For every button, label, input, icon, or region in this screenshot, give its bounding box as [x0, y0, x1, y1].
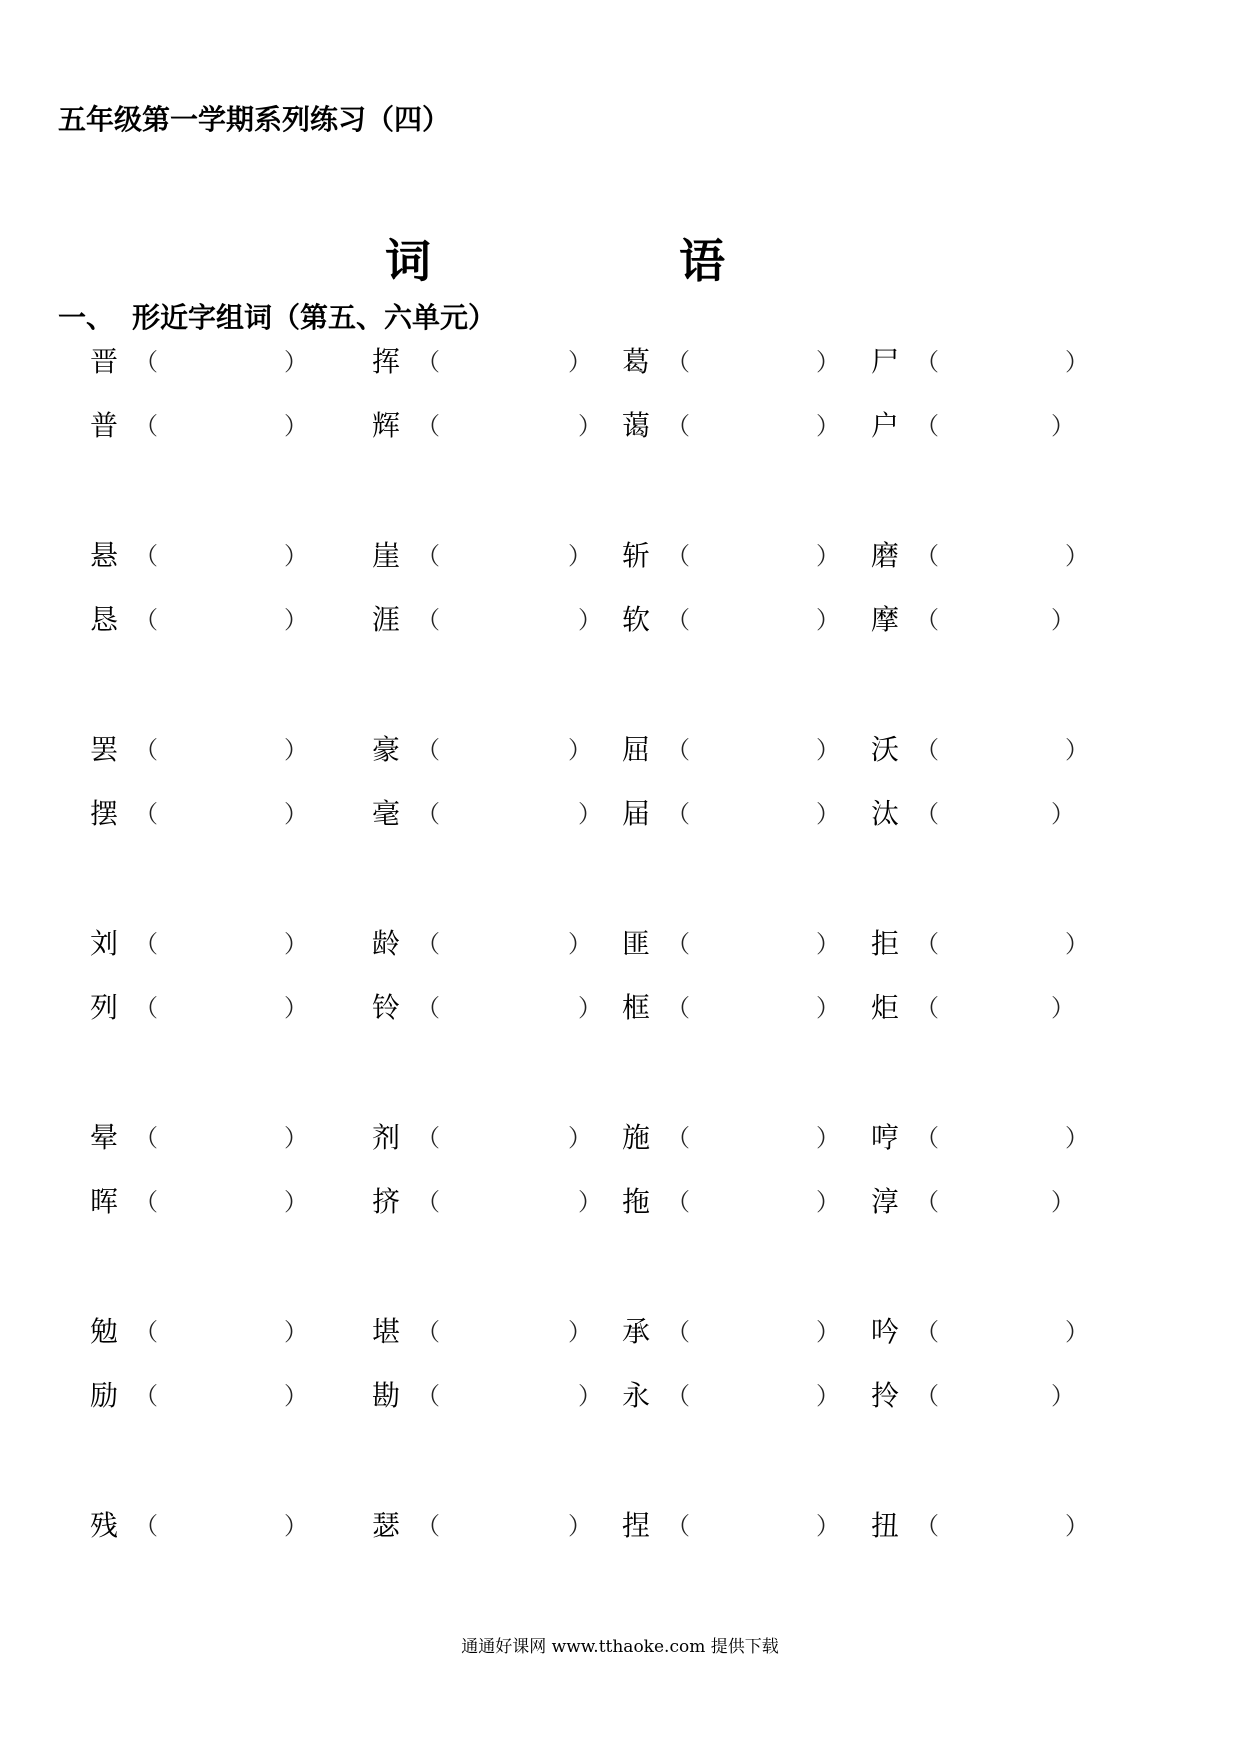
exercise-row	[0, 1376, 1240, 1416]
answer-paren-close: ）	[568, 542, 592, 570]
word-item	[871, 1312, 1131, 1352]
word-item	[871, 600, 1131, 640]
word-item	[871, 1182, 1131, 1222]
word-item	[372, 1118, 632, 1158]
answer-paren-close: ）	[284, 1512, 308, 1540]
character: 晕	[90, 1121, 119, 1154]
answer-paren-open[interactable]: （	[666, 1382, 690, 1410]
character: 挥	[372, 345, 401, 378]
footer-text: 通通好课网 www.tthaoke.com 提供下载	[461, 1637, 779, 1657]
answer-paren-open[interactable]: （	[666, 348, 690, 376]
answer-paren-open[interactable]: （	[666, 1124, 690, 1152]
answer-paren-close: ）	[1051, 1382, 1075, 1410]
answer-paren-open[interactable]: （	[666, 606, 690, 634]
word-item	[372, 342, 632, 382]
character: 剂	[372, 1121, 401, 1154]
character: 堪	[372, 1315, 401, 1348]
character: 沃	[871, 733, 900, 766]
word-item	[90, 406, 350, 446]
word-item	[622, 1118, 882, 1158]
answer-paren-open[interactable]: （	[666, 994, 690, 1022]
character: 晖	[90, 1185, 119, 1218]
answer-paren-close: ）	[568, 1124, 592, 1152]
character: 斩	[622, 539, 651, 572]
answer-paren-close: ）	[1051, 1188, 1075, 1216]
main-title-char-1: 词	[385, 234, 431, 288]
answer-paren-close: ）	[816, 542, 840, 570]
character: 拎	[871, 1379, 900, 1412]
word-item	[90, 1506, 350, 1546]
answer-paren-close: ）	[816, 348, 840, 376]
word-item	[871, 406, 1131, 446]
answer-paren-open[interactable]: （	[915, 1318, 939, 1346]
answer-paren-close: ）	[578, 412, 602, 440]
answer-paren-close: ）	[1065, 348, 1089, 376]
answer-paren-open[interactable]: （	[915, 1124, 939, 1152]
section-title-text: 形近字组词（第五、六单元）	[132, 301, 497, 334]
answer-paren-open[interactable]: （	[915, 1382, 939, 1410]
word-item	[90, 1118, 350, 1158]
character: 拒	[871, 927, 900, 960]
character: 葛	[622, 345, 651, 378]
exercise-row	[0, 1506, 1240, 1546]
answer-paren-close: ）	[568, 736, 592, 764]
answer-paren-open[interactable]: （	[915, 542, 939, 570]
answer-paren-open[interactable]: （	[134, 930, 158, 958]
character: 恳	[90, 603, 119, 636]
answer-paren-close: ）	[578, 1188, 602, 1216]
word-item	[90, 988, 350, 1028]
character: 吟	[871, 1315, 900, 1348]
answer-paren-close: ）	[816, 1382, 840, 1410]
section-number: 一、	[58, 301, 115, 334]
answer-paren-open[interactable]: （	[915, 412, 939, 440]
answer-paren-open[interactable]: （	[134, 1318, 158, 1346]
answer-paren-close: ）	[568, 1512, 592, 1540]
word-item	[871, 924, 1131, 964]
answer-paren-close: ）	[284, 1382, 308, 1410]
answer-paren-close: ）	[816, 412, 840, 440]
character: 豪	[372, 733, 401, 766]
character: 永	[622, 1379, 651, 1412]
character: 扭	[871, 1509, 900, 1542]
answer-paren-open[interactable]: （	[915, 994, 939, 1022]
exercise-row	[0, 1312, 1240, 1352]
answer-paren-close: ）	[578, 1382, 602, 1410]
character: 龄	[372, 927, 401, 960]
answer-paren-open[interactable]: （	[134, 348, 158, 376]
word-item	[90, 536, 350, 576]
character: 拖	[622, 1185, 651, 1218]
answer-paren-open[interactable]: （	[915, 1512, 939, 1540]
character: 屈	[622, 733, 651, 766]
word-item	[90, 1182, 350, 1222]
answer-paren-close: ）	[568, 1318, 592, 1346]
exercise-row	[0, 406, 1240, 446]
answer-paren-open[interactable]: （	[666, 1188, 690, 1216]
character: 尸	[871, 345, 900, 378]
word-item	[90, 924, 350, 964]
word-item	[372, 1376, 632, 1416]
answer-paren-close: ）	[284, 606, 308, 634]
character: 挤	[372, 1185, 401, 1218]
character: 摩	[871, 603, 900, 636]
character: 捏	[622, 1509, 651, 1542]
character: 残	[90, 1509, 119, 1542]
answer-paren-open[interactable]: （	[416, 1188, 440, 1216]
answer-paren-close: ）	[284, 736, 308, 764]
main-title-char-2: 语	[679, 234, 725, 288]
exercise-row	[0, 924, 1240, 964]
word-item	[622, 794, 882, 834]
character: 悬	[90, 539, 119, 572]
character: 施	[622, 1121, 651, 1154]
answer-paren-close: ）	[1065, 930, 1089, 958]
character: 铃	[372, 991, 401, 1024]
word-item	[871, 1118, 1131, 1158]
word-item	[372, 794, 632, 834]
exercise-row	[0, 536, 1240, 576]
answer-paren-close: ）	[578, 800, 602, 828]
answer-paren-open[interactable]: （	[416, 930, 440, 958]
answer-paren-open[interactable]: （	[416, 348, 440, 376]
character: 淳	[871, 1185, 900, 1218]
word-item	[372, 988, 632, 1028]
word-item	[622, 730, 882, 770]
answer-paren-close: ）	[816, 930, 840, 958]
word-item	[90, 1376, 350, 1416]
answer-paren-open[interactable]: （	[134, 412, 158, 440]
answer-paren-open[interactable]: （	[134, 1382, 158, 1410]
answer-paren-open[interactable]: （	[666, 930, 690, 958]
word-item	[622, 1376, 882, 1416]
word-item	[871, 1506, 1131, 1546]
character: 崖	[372, 539, 401, 572]
character: 列	[90, 991, 119, 1024]
answer-paren-open[interactable]: （	[666, 800, 690, 828]
character: 罢	[90, 733, 119, 766]
answer-paren-open[interactable]: （	[416, 994, 440, 1022]
answer-paren-close: ）	[284, 1188, 308, 1216]
character: 蔼	[622, 409, 651, 442]
answer-paren-close: ）	[284, 800, 308, 828]
word-item	[90, 730, 350, 770]
word-item	[622, 406, 882, 446]
answer-paren-open[interactable]: （	[134, 1124, 158, 1152]
answer-paren-open[interactable]: （	[416, 1318, 440, 1346]
answer-paren-close: ）	[816, 994, 840, 1022]
word-item	[372, 536, 632, 576]
answer-paren-open[interactable]: （	[666, 736, 690, 764]
word-item	[871, 536, 1131, 576]
answer-paren-close: ）	[1065, 542, 1089, 570]
answer-paren-close: ）	[1051, 606, 1075, 634]
character: 刘	[90, 927, 119, 960]
answer-paren-open[interactable]: （	[915, 930, 939, 958]
answer-paren-open[interactable]: （	[416, 412, 440, 440]
answer-paren-close: ）	[1065, 736, 1089, 764]
answer-paren-close: ）	[284, 412, 308, 440]
answer-paren-open[interactable]: （	[666, 1512, 690, 1540]
answer-paren-close: ）	[1051, 994, 1075, 1022]
character: 勉	[90, 1315, 119, 1348]
answer-paren-close: ）	[816, 1124, 840, 1152]
answer-paren-open[interactable]: （	[416, 606, 440, 634]
answer-paren-close: ）	[1051, 412, 1075, 440]
answer-paren-close: ）	[1065, 1512, 1089, 1540]
word-item	[372, 924, 632, 964]
character: 辉	[372, 409, 401, 442]
character: 摆	[90, 797, 119, 830]
word-item	[372, 406, 632, 446]
answer-paren-open[interactable]: （	[416, 1512, 440, 1540]
character: 承	[622, 1315, 651, 1348]
word-item	[622, 924, 882, 964]
answer-paren-close: ）	[578, 994, 602, 1022]
answer-paren-open[interactable]: （	[666, 1318, 690, 1346]
exercise-row	[0, 730, 1240, 770]
answer-paren-open[interactable]: （	[416, 1124, 440, 1152]
word-item	[372, 1506, 632, 1546]
answer-paren-open[interactable]: （	[134, 606, 158, 634]
character: 匪	[622, 927, 651, 960]
answer-paren-close: ）	[816, 1512, 840, 1540]
answer-paren-open[interactable]: （	[915, 606, 939, 634]
answer-paren-open[interactable]: （	[134, 994, 158, 1022]
exercise-row	[0, 342, 1240, 382]
answer-paren-close: ）	[816, 800, 840, 828]
answer-paren-close: ）	[578, 606, 602, 634]
exercise-row	[0, 794, 1240, 834]
answer-paren-open[interactable]: （	[134, 736, 158, 764]
answer-paren-open[interactable]: （	[134, 1188, 158, 1216]
word-item	[90, 1312, 350, 1352]
word-item	[871, 1376, 1131, 1416]
answer-paren-open[interactable]: （	[134, 542, 158, 570]
answer-paren-open[interactable]: （	[416, 542, 440, 570]
word-item	[871, 794, 1131, 834]
word-item	[372, 1182, 632, 1222]
answer-paren-close: ）	[284, 542, 308, 570]
exercise-row	[0, 1118, 1240, 1158]
answer-paren-close: ）	[284, 348, 308, 376]
character: 勘	[372, 1379, 401, 1412]
character: 届	[622, 797, 651, 830]
answer-paren-open[interactable]: （	[666, 542, 690, 570]
character: 瑟	[372, 1509, 401, 1542]
answer-paren-open[interactable]: （	[666, 412, 690, 440]
word-item	[622, 600, 882, 640]
answer-paren-open[interactable]: （	[134, 1512, 158, 1540]
answer-paren-close: ）	[816, 1188, 840, 1216]
character: 普	[90, 409, 119, 442]
word-item	[90, 794, 350, 834]
word-item	[622, 988, 882, 1028]
exercise-row	[0, 988, 1240, 1028]
answer-paren-close: ）	[1065, 1318, 1089, 1346]
character: 炬	[871, 991, 900, 1024]
exercise-row	[0, 600, 1240, 640]
word-item	[372, 600, 632, 640]
word-item	[871, 342, 1131, 382]
word-item	[622, 536, 882, 576]
character: 软	[622, 603, 651, 636]
character: 毫	[372, 797, 401, 830]
answer-paren-close: ）	[1065, 1124, 1089, 1152]
answer-paren-open[interactable]: （	[416, 1382, 440, 1410]
answer-paren-close: ）	[816, 736, 840, 764]
word-item	[622, 1182, 882, 1222]
character: 哼	[871, 1121, 900, 1154]
word-item	[622, 1312, 882, 1352]
character: 框	[622, 991, 651, 1024]
word-item	[90, 600, 350, 640]
exercise-row	[0, 1182, 1240, 1222]
answer-paren-close: ）	[568, 930, 592, 958]
character: 汰	[871, 797, 900, 830]
character: 涯	[372, 603, 401, 636]
answer-paren-close: ）	[284, 1124, 308, 1152]
word-item	[622, 1506, 882, 1546]
word-item	[622, 342, 882, 382]
answer-paren-close: ）	[284, 994, 308, 1022]
answer-paren-close: ）	[816, 1318, 840, 1346]
answer-paren-close: ）	[816, 606, 840, 634]
character: 晋	[90, 345, 119, 378]
answer-paren-close: ）	[284, 1318, 308, 1346]
answer-paren-open[interactable]: （	[915, 348, 939, 376]
answer-paren-close: ）	[568, 348, 592, 376]
answer-paren-open[interactable]: （	[416, 736, 440, 764]
word-item	[871, 730, 1131, 770]
answer-paren-open[interactable]: （	[915, 800, 939, 828]
answer-paren-open[interactable]: （	[915, 736, 939, 764]
word-item	[372, 1312, 632, 1352]
word-item	[90, 342, 350, 382]
word-item	[372, 730, 632, 770]
word-item	[871, 988, 1131, 1028]
answer-paren-close: ）	[1051, 800, 1075, 828]
answer-paren-close: ）	[284, 930, 308, 958]
answer-paren-open[interactable]: （	[134, 800, 158, 828]
answer-paren-open[interactable]: （	[915, 1188, 939, 1216]
document-header: 五年级第一学期系列练习（四）	[58, 103, 451, 136]
answer-paren-open[interactable]: （	[416, 800, 440, 828]
character: 磨	[871, 539, 900, 572]
character: 励	[90, 1379, 119, 1412]
character: 户	[871, 409, 900, 442]
